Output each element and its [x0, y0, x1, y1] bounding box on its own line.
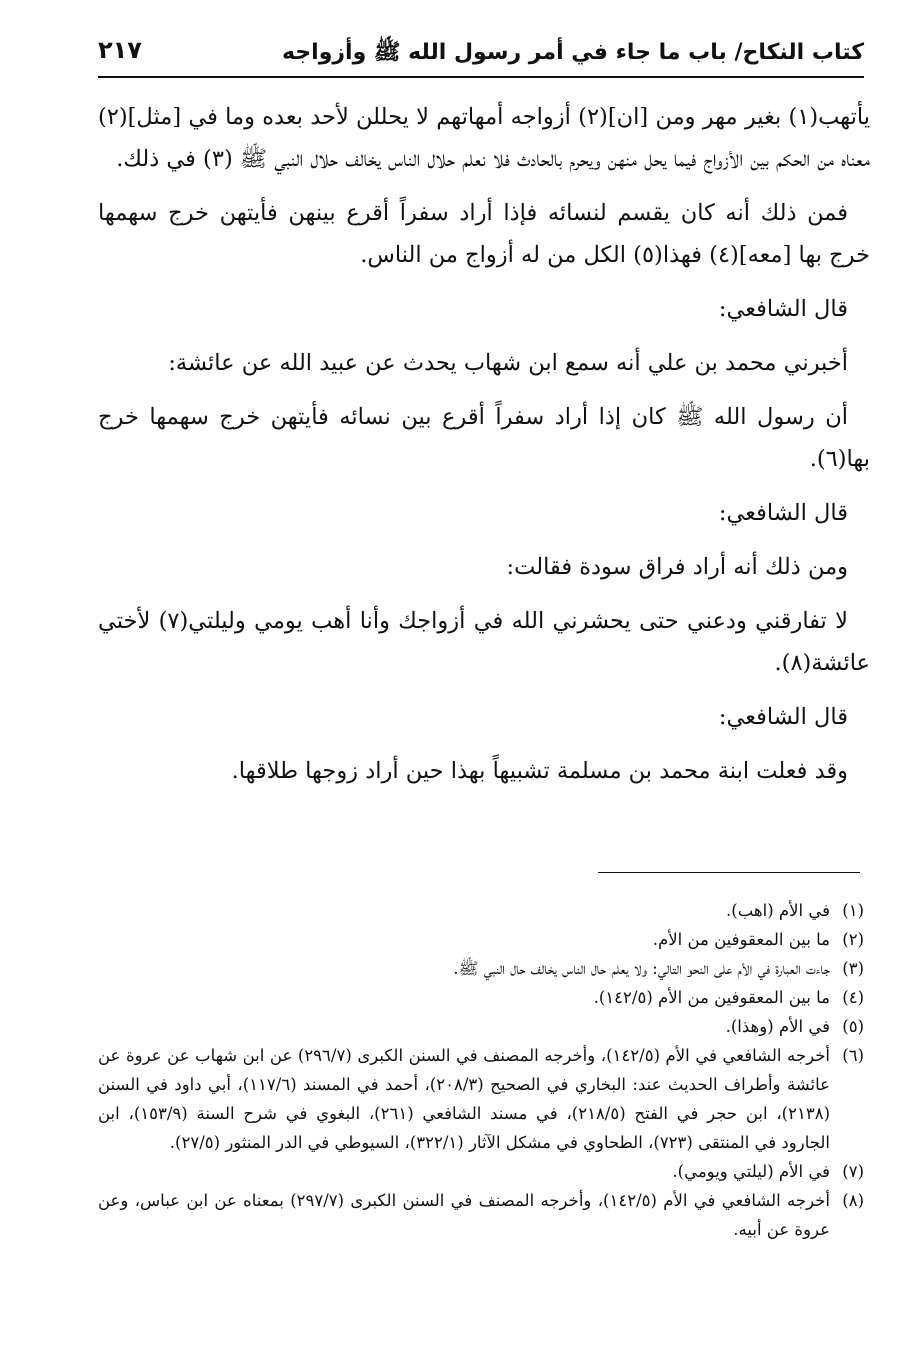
- speaker-heading-2: قال الشافعي:: [718, 500, 848, 526]
- footnote-item: [98, 925, 864, 954]
- paragraph-5: ومن ذلك أنه أراد فراق سودة فقالت:: [506, 554, 848, 580]
- running-title: كتاب النكاح/ باب ما جاء في أمر رسول الله ﷺ وأزواجه: [281, 40, 864, 65]
- footnote-item: [98, 983, 864, 1012]
- footnote-number: (٤): [842, 988, 864, 1007]
- footnote-number: (٥): [842, 1017, 864, 1036]
- page-number: ٢١٧: [98, 36, 142, 64]
- footnote-text: أخرجه الشافعي في الأم (١٤٢/٥)، وأخرجه المصنف في السنن الكبرى (٢٩٧/٧) بمعناه عن ابن عباس، وعن عروة عن أبيه.: [98, 1191, 830, 1239]
- paragraph-4: أن رسول الله ﷺ كان إذا أراد سفراً أقرع بين نسائه فأيتهن خرج سهمها خرج بها(٦).: [98, 404, 870, 472]
- footnote-text: جاءت العبارة في الأم على النحو التالي: ولا يعلم حال الناس يخالف حال النبي ﷺ.: [453, 959, 830, 978]
- footnote-item: [98, 1186, 864, 1244]
- footnote-item: [98, 1012, 864, 1041]
- paragraph-2: فمن ذلك أنه كان يقسم لنسائه فإذا أراد سفراً أقرع بينهن فأيتهن خرج سهمها خرج بها [معه](٤) فهذا(٥) الكل من له أزواج من الناس.: [98, 200, 870, 268]
- footnote-number: (١): [842, 901, 864, 920]
- footnote-number: (٧): [842, 1162, 864, 1181]
- footnote-number: (٢): [842, 930, 864, 949]
- header-rule: [98, 76, 864, 78]
- footnote-text: في الأم (وهذا).: [725, 1017, 830, 1036]
- footnote-text: في الأم (اهب).: [726, 901, 830, 920]
- footnote-item: [98, 954, 864, 983]
- footnote-item: [98, 896, 864, 925]
- footnote-text: في الأم (ليلتي ويومي).: [672, 1162, 830, 1181]
- footnote-number: (٣): [842, 959, 864, 978]
- speaker-heading-1: قال الشافعي:: [718, 296, 848, 322]
- footnote-text: ما بين المعقوفين من الأم (١٤٢/٥).: [593, 988, 830, 1007]
- footnote-number: (٦): [842, 1046, 864, 1065]
- footnote-number: (٨): [842, 1191, 864, 1210]
- footnote-text: أخرجه الشافعي في الأم (١٤٢/٥)، وأخرجه المصنف في السنن الكبرى (٢٩٦/٧) عن ابن شهاب عن عروة عن عائشة وأطراف الحديث عند: البخاري في الصحيح (٢٠٨/٣)، أحمد في المسند (١١٧/٦)، أبي داود في السنن (٢١٣٨)، ابن حجر في الفتح (٢١٨/٥)، في مسند الشافعي (٢٦١)، البغوي في شرح السنة (١٥٣/٩)، ابن الجارود في المنتقى (٧٢٣)، الطحاوي في مشكل الآثار (٣٢٢/١)، السيوطي في الدر المنثور (٢٧/٥).: [98, 1046, 831, 1152]
- paragraph-1: يأتهب(١) بغير مهر ومن [ان](٢) أزواجه أمهاتهم لا يحللن لأحد بعده وما في [مثل](٢) معناه من الحكم بين الأزواج فيما يحل منهن ويحرم بالحادث فلا نعلم حلال الناس يخالف حلال النبي ﷺ (٣) في ذلك.: [98, 104, 870, 172]
- page-header: [98, 30, 864, 76]
- footnotes: [98, 896, 864, 1244]
- footnote-separator: [598, 872, 860, 873]
- footnote-item: [98, 1157, 864, 1186]
- footnote-item: [98, 1041, 864, 1157]
- paragraph-3: أخبرني محمد بن علي أنه سمع ابن شهاب يحدث عن عبيد الله عن عائشة:: [168, 350, 848, 376]
- paragraph-7: وقد فعلت ابنة محمد بن مسلمة تشبيهاً بهذا حين أراد زوجها طلاقها.: [231, 758, 848, 784]
- speaker-heading-3: قال الشافعي:: [718, 704, 848, 730]
- main-text: [98, 96, 870, 804]
- footnote-text: ما بين المعقوفين من الأم.: [652, 930, 830, 949]
- paragraph-6: لا تفارقني ودعني حتى يحشرني الله في أزواجك وأنا أهب يومي وليلتي(٧) لأختي عائشة(٨).: [98, 608, 870, 676]
